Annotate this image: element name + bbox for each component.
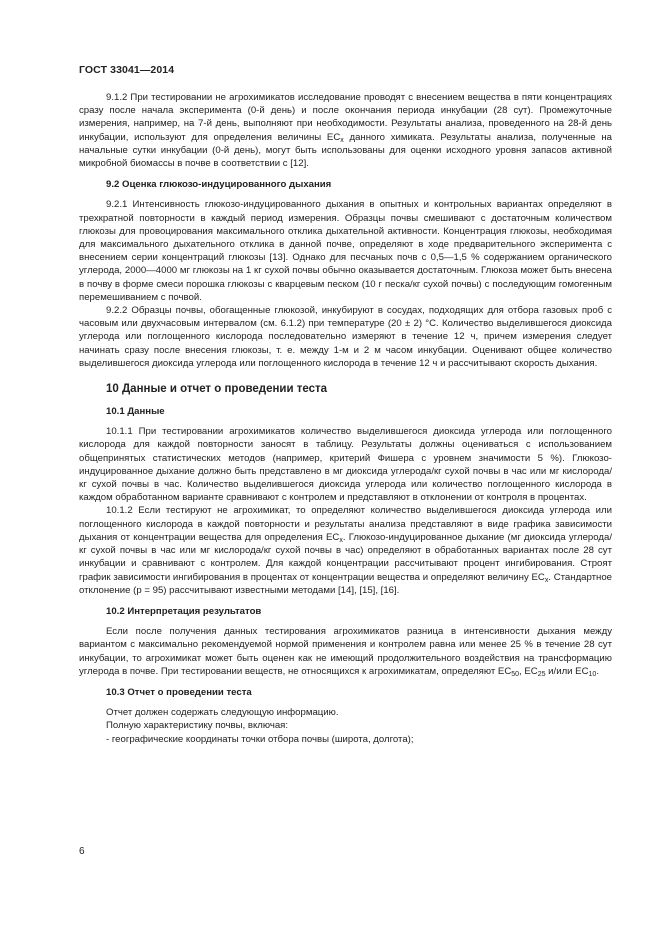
page-number: 6 [79, 846, 85, 857]
paragraph-9-1-2: 9.1.2 При тестировании не агрохимикатов исследование проводят с внесением вещества в пяти концентрациях сразу после начала эксперимента (0-й день) и после окончания периода инкубации (28 сут). Промежуточные измерения, например, на 7-й день, выполняют при необходимости. Результаты анализа, проведенного на 28-й день инкубации, используют для определения величины $EC_x$ данного химиката. Результаты анализа, полученные на начальные сутки инкубации (0-й день), могут быть использованы для оценки исходного уровня запасов активной микробной биомассы в почве в соответствии с [12]. [79, 92, 613, 170]
list-line-2: Полную характеристику почвы, включая: [106, 720, 289, 732]
heading-10-2: 10.2 Интерпретация результатов [106, 605, 262, 617]
paragraph-10-1-1: 10.1.1 При тестировании агрохимикатов количество выделившегося диоксида углерода или поглощенного кислорода для каждой повторности заносят в таблицу. Результаты должны оцениваться с использованием общепринятых статистических методов (например, критерий Фишера с уровнем значимости 5 %). Глюкозо-индуцированное дыхание должно быть представлено в мг диоксида углерода/кг сухой почвы в час или мг кислорода/кг сухой почвы в час. Количество выделившегося диоксида углерода или количество поглощенного кислорода в каждом обработанном варианте сравнивают с контролем и представляют в отклонении от контроля в процентах. [79, 426, 612, 504]
paragraph-9-2-2: 9.2.2 Образцы почвы, обогащенные глюкозой, инкубируют в сосудах, подходящих для отбора газовых проб с часовым или двухчасовым интервалом (см. 6.1.2) при температуре (20 ± 2) °C. Количество выделившегося диоксида углерода или поглощенного кислорода последовательно измеряют в течение 12 ч, причем измерения следует начинать сразу после внесения глюкозы, т. е. между 1-м и 2 м часом инкубации. Оценивают общее количество выделившегося диоксида углерода или поглощенного кислорода в течение 12 ч и рассчитывают скорость дыхания. [79, 305, 612, 369]
paragraph-10-1-2: 10.1.2 Если тестируют не агрохимикат, то определяют количество выделившегося диоксида углерода или поглощенного кислорода в каждой повторности и результаты анализа представляют в виде графика зависимости дыхания от концентрации вещества для определения $EC_x$. Глюкозо-индуцированное дыхание (мг диоксида углерода/кг сухой почвы в час или мг кислорода/кг сухой почвы в час) определяют в обработанных вариантах после 28 сут инкубации и сравнивают с контролем. Для каждой концентрации рассчитывают процент ингибирования. Строят график зависимости ингибирования в процентах от концентрации вещества и определяют величину $EC_x$. Стандартное отклонение (p = 95) рассчитывают известными методами [14], [15], [16]. [79, 505, 612, 596]
heading-9-2: 9.2 Оценка глюкозо-индуцированного дыхания [106, 179, 332, 191]
document-header: ГОСТ 33041—2014 [79, 64, 175, 76]
list-line-3: - географические координаты точки отбора почвы (широта, долгота); [106, 733, 414, 745]
heading-10-1: 10.1 Данные [106, 406, 165, 418]
heading-10-3: 10.3 Отчет о проведении теста [106, 686, 252, 698]
paragraph-9-2-1: 9.2.1 Интенсивность глюкозо-индуцированного дыхания в опытных и контрольных вариантах определяют в трехкратной повторности в каждый период измерения. Образцы почвы смешивают с достаточным количеством глюкозы для провоцирования максимального отклика дыхательной активности. Концентрация глюкозы, необходимая для максимального дыхательного отклика в данной почве, определяют в ходе предварительного эксперимента с внесением серии концентраций глюкозы [13]. Однако для песчаных почв с 0,5—1,5 % содержанием органического углерода, 2000—4000 мг глюкозы на 1 кг сухой почвы обычно оказывается достаточным. Глюкоза может быть внесена в почву в форме смеси порошка глюкозы с кварцевым песком (10 г песка/кг сухой почвы) с последующим гомогенным перемешиванием с почвой. [79, 199, 612, 303]
list-line-1: Отчет должен содержать следующую информацию. [106, 707, 339, 719]
paragraph-10-2: Если после получения данных тестирования агрохимикатов разница в интенсивности дыхания между вариантом с максимально рекомендуемой нормой применения и контролем равна или менее 25 % в течение 28 сут инкубации, то агрохимикат может быть оценен как не имеющий продолжительного воздействия на трансформацию углерода в почве. При тестировании веществ, не относящихся к агрохимикатам, определяют $EC_{50}$, $EC_{25}$ и/или $EC_{10}$. [79, 626, 612, 678]
document-body [79, 91, 612, 746]
heading-section-10: 10 Данные и отчет о проведении теста [106, 383, 328, 396]
